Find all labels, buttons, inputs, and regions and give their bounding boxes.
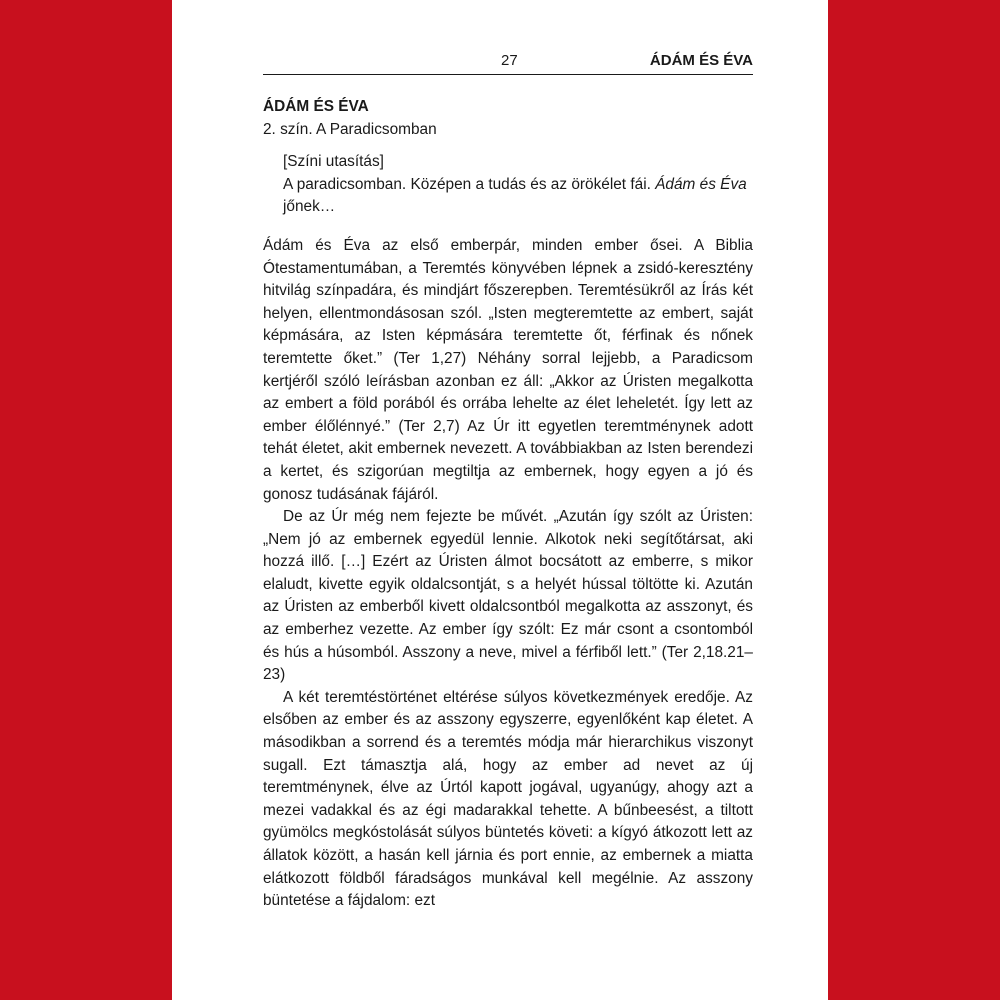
stage-direction-italic: Ádám és Éva bbox=[655, 175, 747, 193]
body-paragraph-2: De az Úr még nem fejezte be művét. „Azután így szólt az Úristen: „Nem jó az embernek egyedül lennie. Alkotok neki segítőtársat, aki hozzá illő. […] Ezért az Úristen álmot bocsátott az emberre, s mikor elaludt, kivette egyik oldalcsontját, s a helyét hússal töltötte ki. Azután az Úristen az emberből kivett oldalcsontból megalkotta az asszonyt, és az emberhez vezette. Az ember így szólt: Ez már csont a csontomból és hús a húsomból. Asszony a neve, mivel a férfiből lett.” (Ter 2,18.21–23) bbox=[263, 508, 753, 684]
book-page bbox=[172, 0, 828, 1000]
page-number: 27 bbox=[501, 52, 518, 69]
page-content bbox=[263, 96, 753, 913]
section-title: ÁDÁM ÉS ÉVA bbox=[263, 98, 369, 115]
body-paragraph-1: Ádám és Éva az első emberpár, minden ember ősei. A Biblia Ótestamentumában, a Teremtés könyvében lépnek a zsidó-keresztény hitvilág színpadára, és mindjárt főszerepben. Teremtésükről az Írás két helyen, ellentmondásosan szól. „Isten megteremtette az embert, saját képmására, az Isten képmására teremtette őt, férfinak és nőnek teremtette őket.” (Ter 1,27) Néhány sorral lejjebb, a Paradicsom kertjéről szóló leírásban azonban ez áll: „Akkor az Úristen megalkotta az embert a föld porából és orrába lehelte az élet leheletét. Így lett az ember élőlénnyé.” (Ter 2,7) Az Úr itt egyetlen teremtménynek adott tehát életet, akit embernek nevezett. A továbbiakban az Isten berendezi a kertet, és szigorúan megtiltja az embernek, hogy egyen a jó és gonosz tudásának fájáról. bbox=[263, 236, 753, 503]
running-header bbox=[263, 52, 753, 75]
body-paragraph-3: A két teremtéstörténet eltérése súlyos következmények eredője. Az elsőben az ember és az asszony egyszerre, egyenlőként kap életet. A másodikban a sorrend és a teremtés módja már hierarchikus viszonyt sugall. Ezt támasztja alá, hogy az ember ad nevet az új teremtménynek, élve az Úrtól kapott jogával, ugyanúgy, ahogy azt a mezei vadakkal és az égi madarakkal tehette. A bűnbeesést, a tiltott gyümölcs megkóstolását súlyos büntetés követi: a kígyó átkozott lett az állatok között, a hasán kell járnia és port ennie, az embernek a miatta elátkozott földből fáradságos munkával kell megélnie. Az asszony büntetése a fájdalom: ezt bbox=[263, 688, 753, 910]
stage-direction-plain: A paradicsomban. Középen a tudás és az örökélet fái. bbox=[283, 175, 656, 193]
stage-direction-text bbox=[283, 174, 753, 219]
stage-direction-label: [Színi utasítás] bbox=[283, 153, 384, 171]
stage-direction-tail: jőnek… bbox=[283, 198, 336, 216]
section-subtitle: 2. szín. A Paradicsomban bbox=[263, 120, 437, 138]
stage-direction bbox=[283, 151, 753, 219]
running-title: ÁDÁM ÉS ÉVA bbox=[649, 52, 753, 69]
